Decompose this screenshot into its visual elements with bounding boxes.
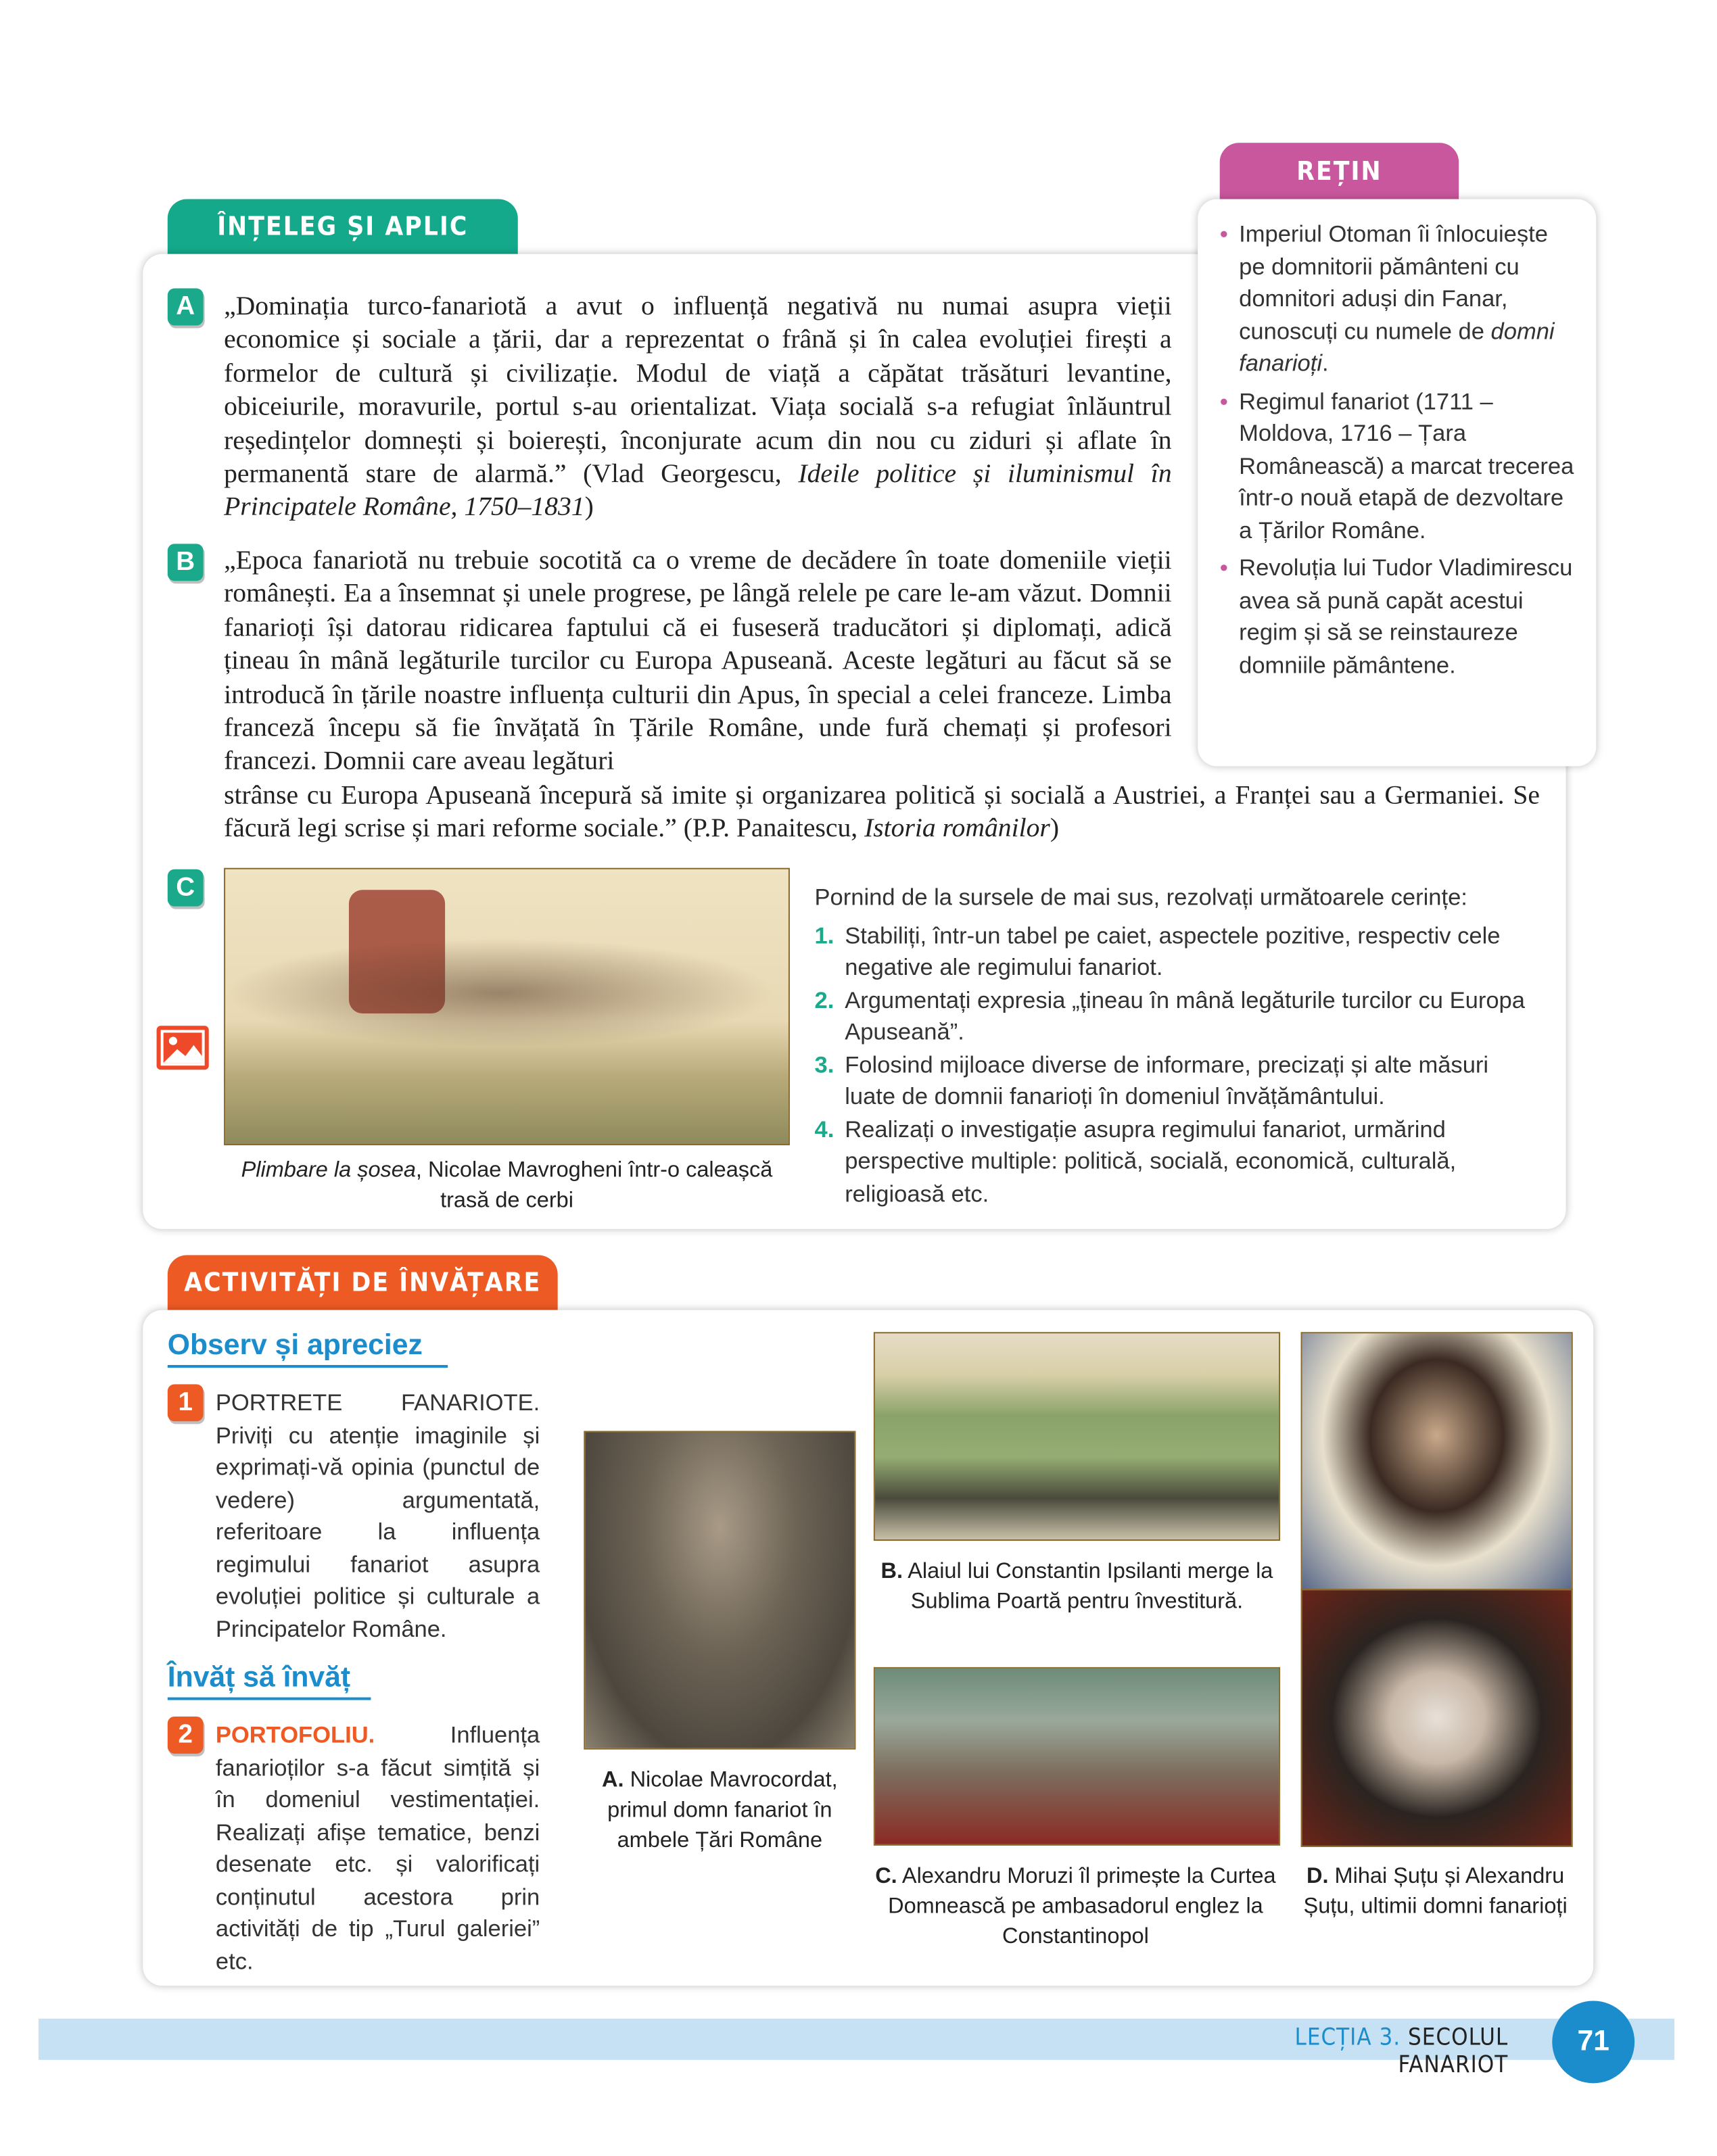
portrait-mavrocordat [584, 1431, 855, 1750]
caption-c: C. Alexandru Moruzi îl primește la Curtea Domnească pe ambasadorul englez la Constantinopol [875, 1865, 1276, 1949]
source-badge-b: B [168, 544, 204, 581]
retin-item: • Imperiul Otoman îi înlocuiește pe domnitorii pământeni cu domnitori aduși din Fanar, cunoscuți cu numele de domni fanarioți. [1220, 218, 1574, 380]
heading-observ: Observ și apreciez [168, 1329, 448, 1368]
retin-item: • Revoluția lui Tudor Vladimirescu avea să pună capăt acestui regim și să se reinstaureze domniile pământene. [1220, 552, 1574, 681]
portrait-alexandru-sutu [1301, 1589, 1573, 1847]
task-item: 2. Argumentați expresia „țineau în mână legăturile turcilor cu Europa Apuseană”. [814, 986, 1525, 1045]
caption-a: A. Nicolae Mavrocordat, primul domn fanariot în ambele Țări Române [602, 1769, 838, 1853]
activity-1-text: PORTRETE FANARIOTE. Priviți cu atenție imaginile și exprimați-vă opinia (punctul de vedere) argumentată, referitoare la influența regimului fanariot asupra evoluției politice și culturale a Principatelor Române. [215, 1389, 540, 1642]
activity-2-text: PORTOFOLIU. Influența fanarioților s-a făcut simțită și în domeniul vestimentației. Realizați afișe tematice, benzi desenate etc. și valorificați conținutul acestora prin activități de tip „Turul galeriei” etc. [215, 1722, 540, 1974]
tasks-intro: Pornind de la sursele de mai sus, rezolvați următoarele cerințe: [814, 884, 1467, 911]
carriage-caption: Plimbare la șosea, Nicolae Mavrogheni într-o caleașcă trasă de cerbi [241, 1159, 773, 1213]
source-badge-c: C [168, 869, 204, 907]
activity-badge-1: 1 [168, 1384, 204, 1421]
source-a-text: „Dominația turco-fanariotă a avut o influență negativă nu numai asupra vieții economice și sociale a țării, dar a reprezentat o frână și în calea evoluției firești a formelor de cultură și civilizație. Modul de viață a căpătat trăsături levantine, obiceiurile, moravurile, portul s-au orientalizat. Viața socială s-a refugiat înlăuntrul reședințelor domnești și boierești, înconjurate acum din nou cu ziduri și aflate în permanentă stare de alarmă.” (Vlad Georgescu, Ideile politice și iluminismul în Principatele Române, 1750–1831) [224, 292, 1172, 523]
task-item: 1. Stabiliți, într-un tabel pe caiet, aspectele pozitive, respectiv cele negative ale regimului fanariot. [814, 921, 1501, 981]
activity-badge-2: 2 [168, 1717, 204, 1754]
retin-box [1198, 199, 1596, 767]
heading-invat: Învăț să învăț [168, 1662, 371, 1700]
carriage-painting [224, 868, 790, 1145]
retin-item: • Regimul fanariot (1711 – Moldova, 1716 – Țara Românească) a marcat trecerea într-o nouă etapă de dezvoltare a Țărilor Române. [1220, 385, 1574, 547]
retin-tab: REȚIN [1220, 143, 1459, 200]
caption-b: B. Alaiul lui Constantin Ipsilanti merge la Sublima Poartă pentru învestitură. [880, 1560, 1273, 1614]
source-badge-a: A [168, 289, 204, 326]
task-item: 4. Realizați o investigație asupra regimului fanariot, urmărind perspective multiple: politică, socială, economică, culturală, religioasă etc. [814, 1116, 1457, 1207]
portrait-mihai-sutu [1301, 1332, 1573, 1590]
tasks [815, 882, 1543, 1209]
caption-d: D. Mihai Șuțu și Alexandru Șuțu, ultimii domni fanarioți [1303, 1865, 1568, 1919]
task-item: 3. Folosind mijloace diverse de informare, precizați și alte măsuri luate de domnii fanarioți în domeniul învățământului. [814, 1051, 1489, 1110]
section-tab-activitati: ACTIVITĂȚI DE ÎNVĂȚARE [168, 1255, 558, 1310]
page-number: 71 [1552, 2001, 1634, 2083]
section-tab-inteleg: ÎNȚELEG ȘI APLIC [168, 199, 518, 254]
source-b-text-cont: strânse cu Europa Apuseană începură să imite și organizarea politică și socială a Austriei, a Franței sau a Germaniei. Se făcură legi scrise și mari reforme sociale.” (P.P. Panaitescu, Istoria românilor) [224, 781, 1540, 844]
painting-ipsilanti-procession [874, 1332, 1280, 1541]
source-b-text: „Epoca fanariotă nu trebuie socotită ca o vreme de decădere în toate domeniile vieții românești. Ea a însemnat și unele progrese, pe lângă relele pe care le-am văzut. Domnii fanarioți își datorau ridicarea faptului că ei fuseseră traducători și diplomați, adică țineau în mână legăturile turcilor cu Europa Apuseană. Aceste legături au făcut să se introducă în țările noastre influența culturii din Apus, în special a celei franceze. Limba franceză începu să fie învățată în Țările Române, unde fură chemați și profesori francezi. Domnii care aveau legături [224, 546, 1172, 777]
footer-lesson: LECȚIA 3. SECOLUL FANARIOT [1294, 2023, 1509, 2080]
painting-moruzi-court [874, 1667, 1280, 1846]
image-icon [157, 1026, 209, 1070]
